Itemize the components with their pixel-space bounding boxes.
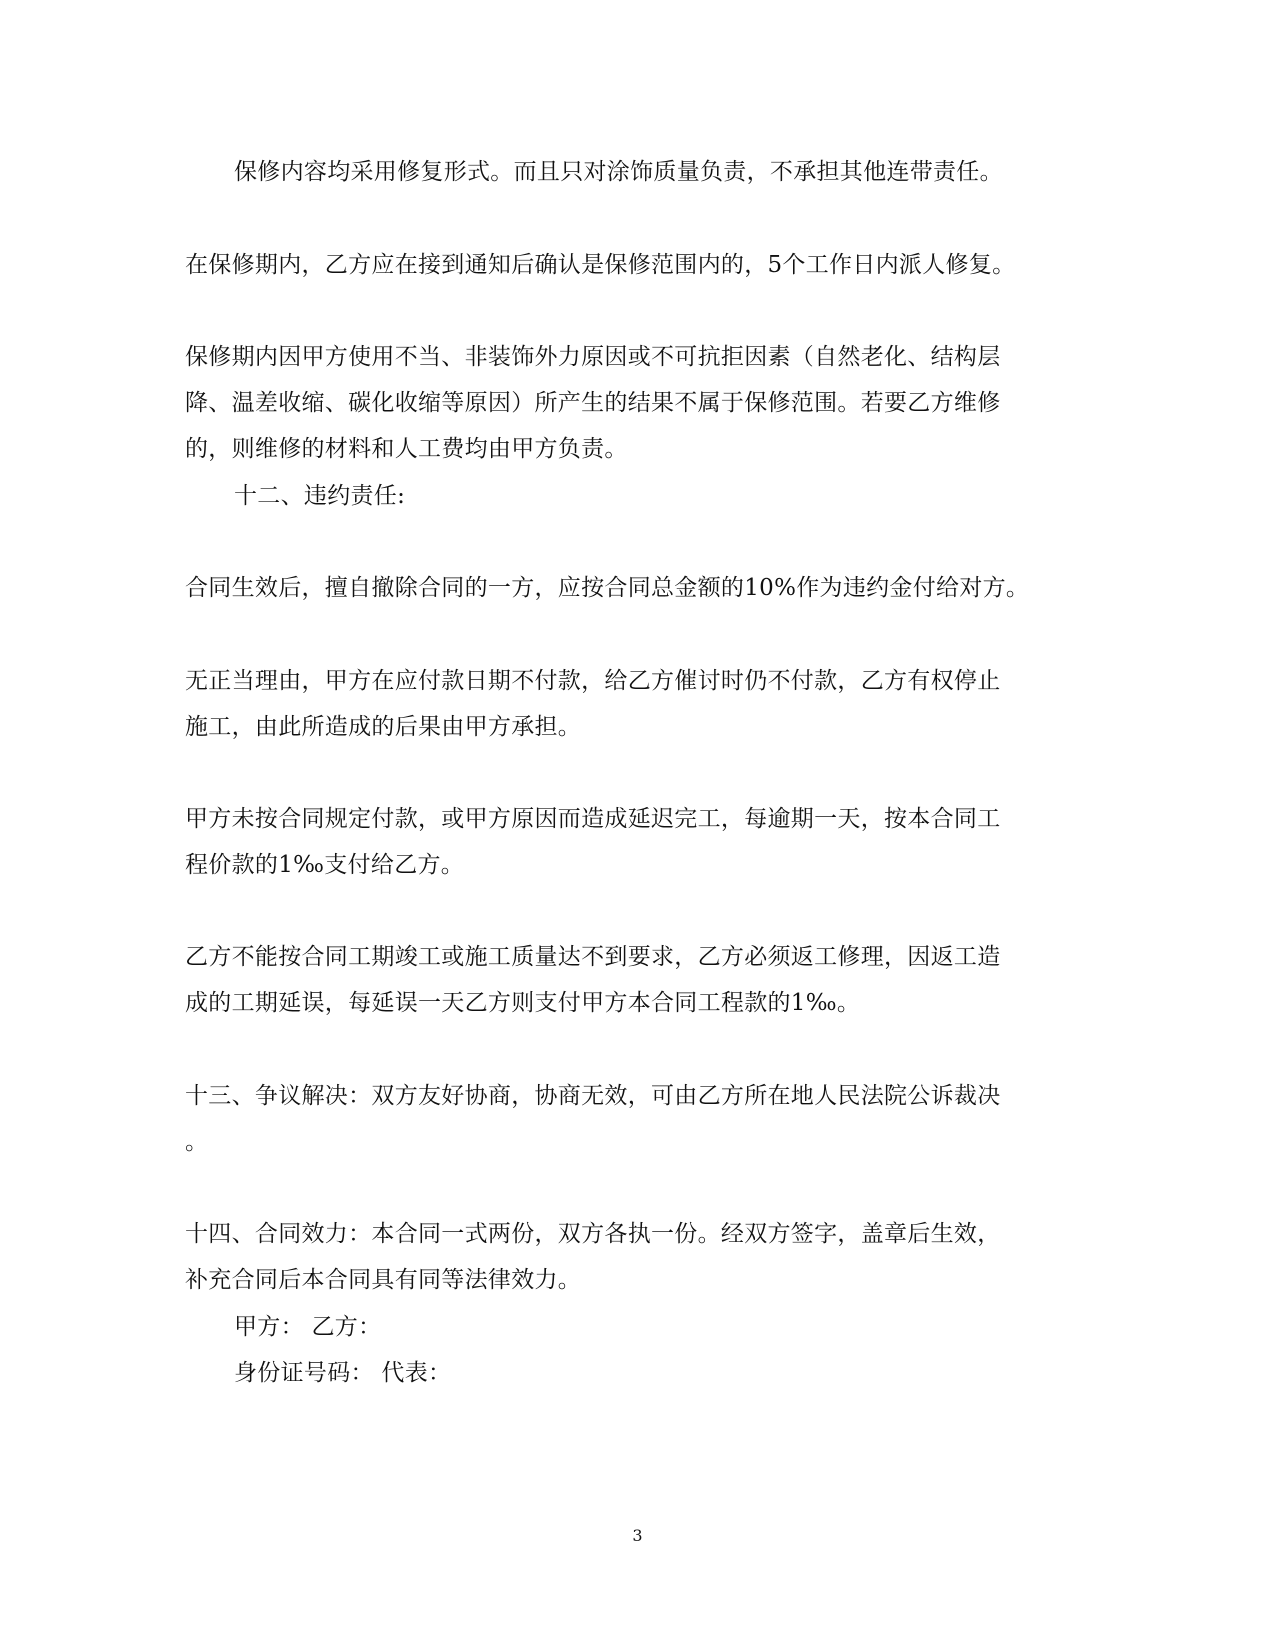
- signature-parties: 甲方： 乙方：: [234, 1314, 382, 1340]
- breach-delay-line: 成的工期延误，每延误一天乙方则支付甲方本合同工程款的1‰。: [185, 990, 861, 1016]
- page-number: 3: [632, 1526, 643, 1545]
- warranty-exclusion-line: 的，则维修的材料和人工费均由甲方负责。: [185, 436, 628, 462]
- dispute-line: 。: [185, 1129, 209, 1155]
- dispute-line: 十三、争议解决：双方友好协商，协商无效，可由乙方所在地人民法院公诉裁决: [185, 1083, 1001, 1109]
- warranty-repair-time: 在保修期内，乙方应在接到通知后确认是保修范围内的，5个工作日内派人修复。: [185, 252, 1016, 278]
- warranty-exclusion-line: 保修期内因甲方使用不当、非装饰外力原因或不可抗拒因素（自然老化、结构层: [185, 344, 1001, 370]
- breach-heading: 十二、违约责任:: [234, 483, 406, 509]
- breach-late-payment-line: 程价款的1‰支付给乙方。: [185, 852, 465, 878]
- validity-line: 补充合同后本合同具有同等法律效力。: [185, 1267, 582, 1293]
- breach-nonpayment-line: 施工，由此所造成的后果由甲方承担。: [185, 714, 582, 740]
- warranty-exclusion-line: 降、温差收缩、碳化收缩等原因）所产生的结果不属于保修范围。若要乙方维修: [185, 390, 1001, 416]
- breach-termination: 合同生效后，擅自撤除合同的一方，应按合同总金额的10%作为违约金付给对方。: [185, 575, 1030, 601]
- breach-nonpayment-line: 无正当理由，甲方在应付款日期不付款，给乙方催讨时仍不付款，乙方有权停止: [185, 668, 1001, 694]
- signature-id-representative: 身份证号码： 代表：: [234, 1360, 452, 1386]
- warranty-repair-form: 保修内容均采用修复形式。而且只对涂饰质量负责，不承担其他连带责任。: [234, 159, 1003, 185]
- validity-line: 十四、合同效力：本合同一式两份，双方各执一份。经双方签字，盖章后生效，: [185, 1221, 1001, 1247]
- breach-delay-line: 乙方不能按合同工期竣工或施工质量达不到要求，乙方必须返工修理，因返工造: [185, 944, 1001, 970]
- breach-late-payment-line: 甲方未按合同规定付款，或甲方原因而造成延迟完工，每逾期一天，按本合同工: [185, 806, 1001, 832]
